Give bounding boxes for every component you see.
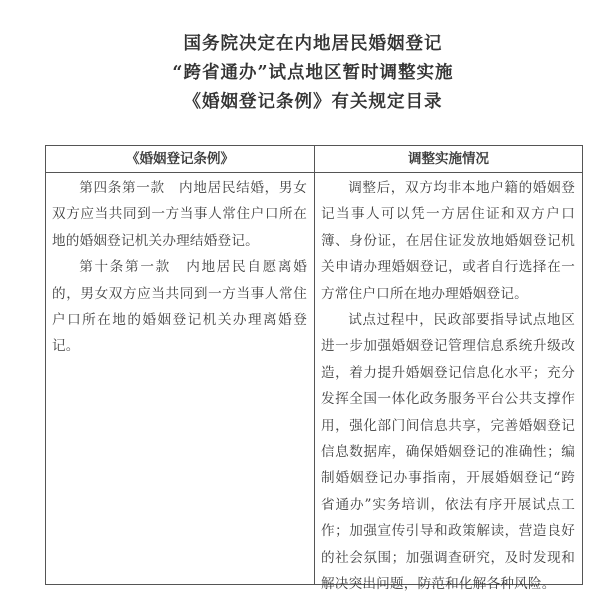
column-header-regulation: 《婚姻登记条例》 — [46, 146, 314, 173]
column-body-regulation — [46, 173, 314, 360]
table-column-adjustment — [315, 146, 582, 593]
adjustment-paragraph-2: 试点过程中，民政部要指导试点地区进一步加强婚姻登记管理信息系统升级改造，着力提升婚姻登记信息化水平；充分发挥全国一体化政务服务平台公共支撑作用，强化部门间信息共享，完善婚姻登记信息数据库，确保婚姻登记的准确性；编制婚姻登记办事指南，开展婚姻登记“跨省通办”实务培训，依法有序开展试点工作；加强宣传引导和政策解读，营造良好的社会氛围；加强调查研究，及时发现和解决突出问题，防范和化解各种风险。 — [321, 312, 575, 593]
regulation-table — [45, 145, 583, 593]
table-column-regulation — [46, 146, 315, 584]
regulation-article-4: 第四条第一款 内地居民结婚，男女双方应当共同到一方当事人常住户口所在地的婚姻登记机关办理结婚登记。 — [52, 180, 307, 249]
title-line-2: “跨省通办”试点地区暂时调整实施 — [172, 63, 454, 83]
regulation-article-10: 第十条第一款 内地居民自愿离婚的，男女双方应当共同到一方当事人常住户口所在地的婚姻登记机关办理离婚登记。 — [52, 259, 307, 355]
adjustment-paragraph-1: 调整后，双方均非本地户籍的婚姻登记当事人可以凭一方居住证和双方户口簿、身份证，在居住证发放地婚姻登记机关申请办理婚姻登记，或者自行选择在一方常住户口所在地办理婚姻登记。 — [321, 180, 575, 302]
document-title — [0, 30, 600, 117]
title-line-1: 国务院决定在内地居民婚姻登记 — [183, 34, 443, 54]
title-line-3: 《婚姻登记条例》有关规定目录 — [183, 92, 443, 112]
column-body-adjustment — [315, 173, 582, 598]
column-header-adjustment: 调整实施情况 — [315, 146, 582, 173]
